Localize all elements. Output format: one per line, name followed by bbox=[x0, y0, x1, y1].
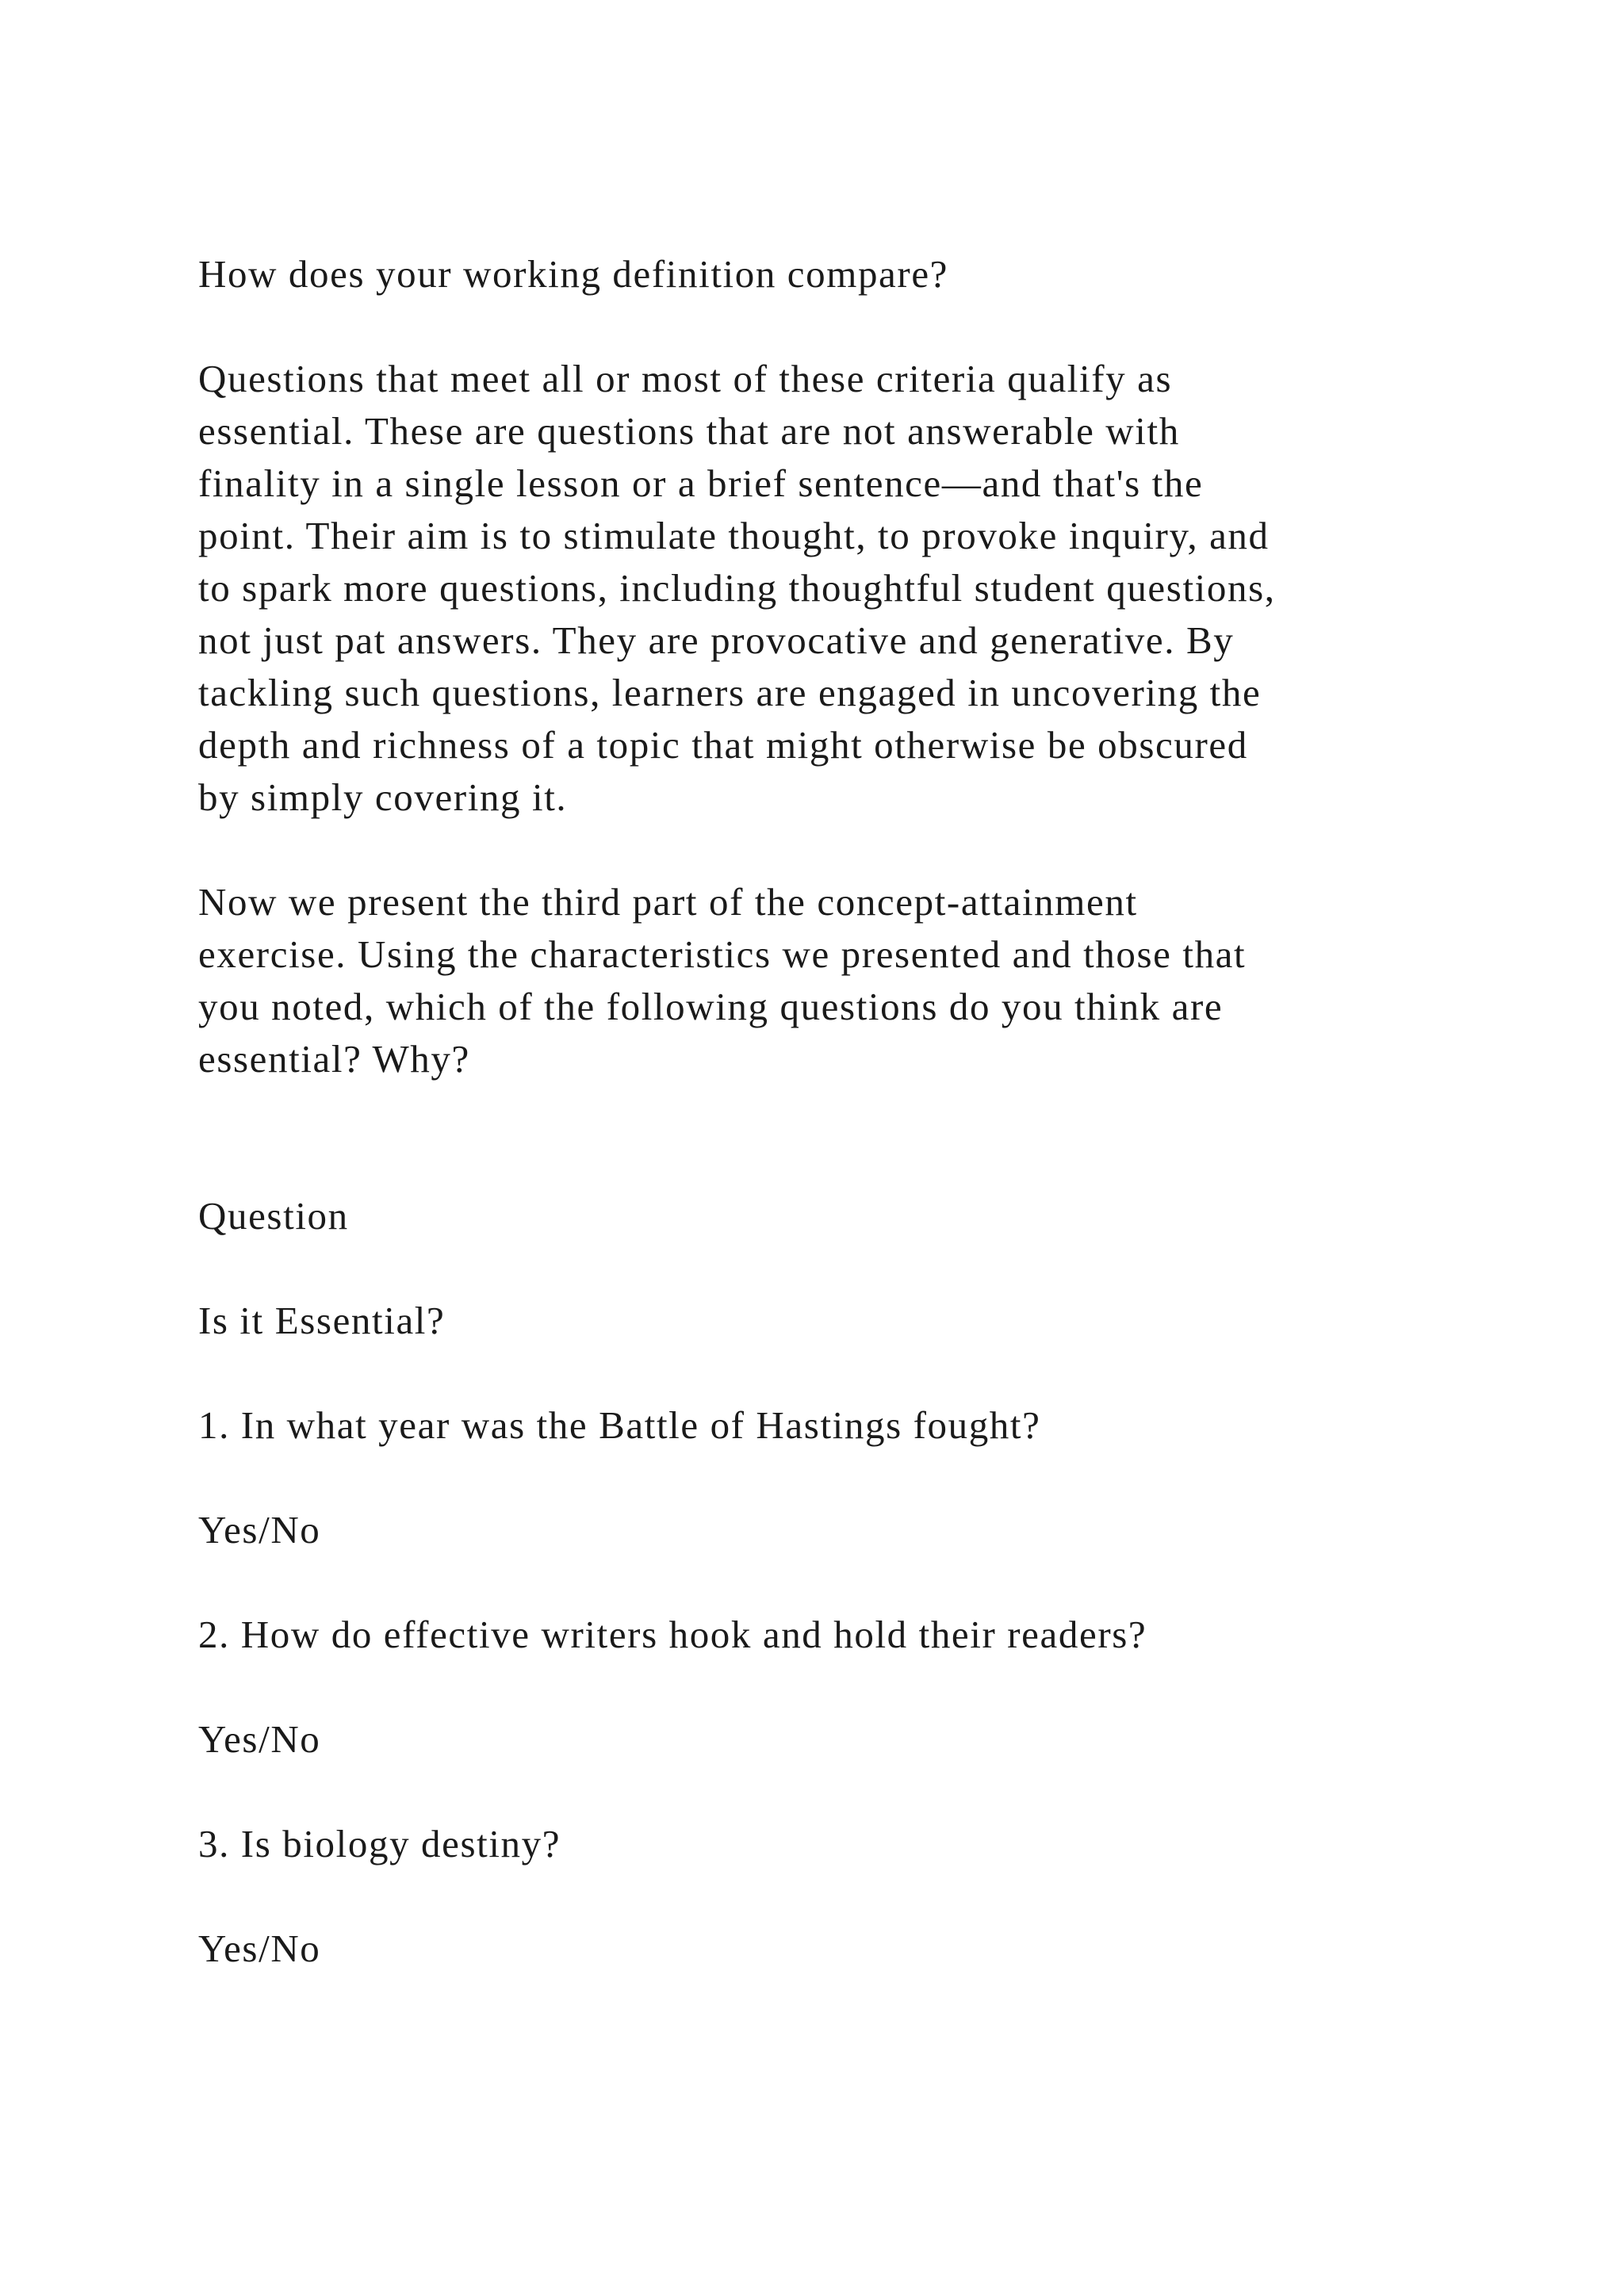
table-header-question: Question bbox=[198, 1194, 349, 1238]
document-body bbox=[198, 248, 1546, 2027]
answer-text: Yes/No bbox=[198, 1927, 321, 1970]
paragraph-line: not just pat answers. They are provocative and generative. By bbox=[198, 618, 1235, 662]
intro-paragraph bbox=[198, 248, 1546, 300]
paragraph-line: Now we present the third part of the concept-attainment bbox=[198, 880, 1138, 924]
table-row-answer bbox=[198, 1504, 1546, 1556]
answer-text: Yes/No bbox=[198, 1508, 321, 1552]
essential-questions-table bbox=[198, 1190, 1546, 1975]
paragraph-line: essential. These are questions that are not answerable with bbox=[198, 409, 1180, 453]
paragraph-line: exercise. Using the characteristics we presented and those that bbox=[198, 932, 1247, 976]
table-row-question bbox=[198, 1609, 1546, 1661]
table-row-answer bbox=[198, 1923, 1546, 1975]
paragraph-line: you noted, which of the following questions do you think are bbox=[198, 985, 1224, 1028]
paragraph-line: to spark more questions, including thoughtful student questions, bbox=[198, 566, 1276, 610]
paragraph-line: finality in a single lesson or a brief sentence—and that's the bbox=[198, 461, 1204, 505]
table-row-question bbox=[198, 1818, 1546, 1870]
paragraph-line: by simply covering it. bbox=[198, 775, 568, 819]
paragraph-line: point. Their aim is to stimulate thought, to provoke inquiry, and bbox=[198, 514, 1270, 557]
table-header-essential: Is it Essential? bbox=[198, 1299, 446, 1342]
paragraph-line: depth and richness of a topic that might otherwise be obscured bbox=[198, 723, 1248, 767]
paragraph-line: Questions that meet all or most of these criteria qualify as bbox=[198, 357, 1173, 400]
paragraph-line: tackling such questions, learners are engaged in uncovering the bbox=[198, 671, 1262, 714]
paragraph-line: essential? Why? bbox=[198, 1037, 470, 1081]
intro-question: How does your working definition compare? bbox=[198, 252, 949, 296]
question-text: 2. How do effective writers hook and hold their readers? bbox=[198, 1613, 1147, 1656]
table-row-question bbox=[198, 1399, 1546, 1452]
criteria-paragraph bbox=[198, 353, 1546, 824]
exercise-paragraph bbox=[198, 876, 1546, 1085]
table-row-answer bbox=[198, 1713, 1546, 1766]
table-header-question-cell bbox=[198, 1190, 1546, 1242]
question-text: 3. Is biology destiny? bbox=[198, 1822, 561, 1866]
table-header-essential-cell bbox=[198, 1295, 1546, 1347]
answer-text: Yes/No bbox=[198, 1717, 321, 1761]
question-text: 1. In what year was the Battle of Hastings fought? bbox=[198, 1403, 1041, 1447]
